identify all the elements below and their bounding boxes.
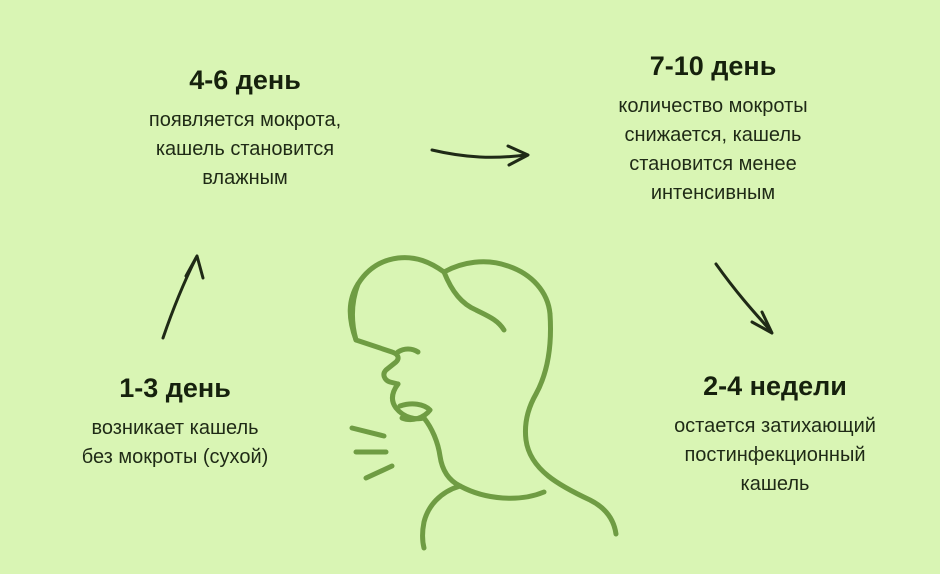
stage-7-10-description-line: снижается, кашель (624, 124, 802, 147)
stage-7-10-block (548, 50, 878, 208)
stage-2-4-block (610, 370, 940, 499)
stage-2-4-title: 2-4 недели (703, 371, 847, 401)
arrow-down-right (716, 264, 772, 333)
stage-2-4-description-line: кашель (740, 473, 810, 496)
stage-4-6-title: 4-6 день (189, 65, 301, 95)
stage-7-10-description-line: интенсивным (650, 182, 776, 205)
stage-1-3-description-line: возникает кашель (91, 417, 259, 440)
stage-7-10-title: 7-10 день (649, 51, 777, 81)
stage-2-4-description-line: остается затихающий (674, 415, 876, 438)
stage-2-4-description (610, 412, 940, 499)
stage-1-3-block (20, 372, 330, 472)
stage-1-3-title: 1-3 день (119, 373, 231, 403)
stage-7-10-description (548, 92, 878, 208)
stage-4-6-description-line: кашель становится (155, 138, 335, 161)
arrow-up-left (163, 256, 203, 338)
stage-4-6-description-line: влажным (202, 167, 288, 190)
stage-4-6-description-line: появляется мокрота, (148, 109, 342, 132)
stage-2-4-description-line: постинфекционный (684, 444, 866, 467)
stage-4-6-description (80, 106, 410, 193)
arrow-right-top (432, 146, 528, 165)
stage-1-3-description-line: без мокроты (сухой) (81, 446, 269, 469)
stage-4-6-block (80, 64, 410, 193)
stage-7-10-description-line: становится менее (629, 153, 797, 176)
stage-7-10-description-line: количество мокроты (618, 95, 808, 118)
stage-1-3-description (20, 414, 330, 472)
